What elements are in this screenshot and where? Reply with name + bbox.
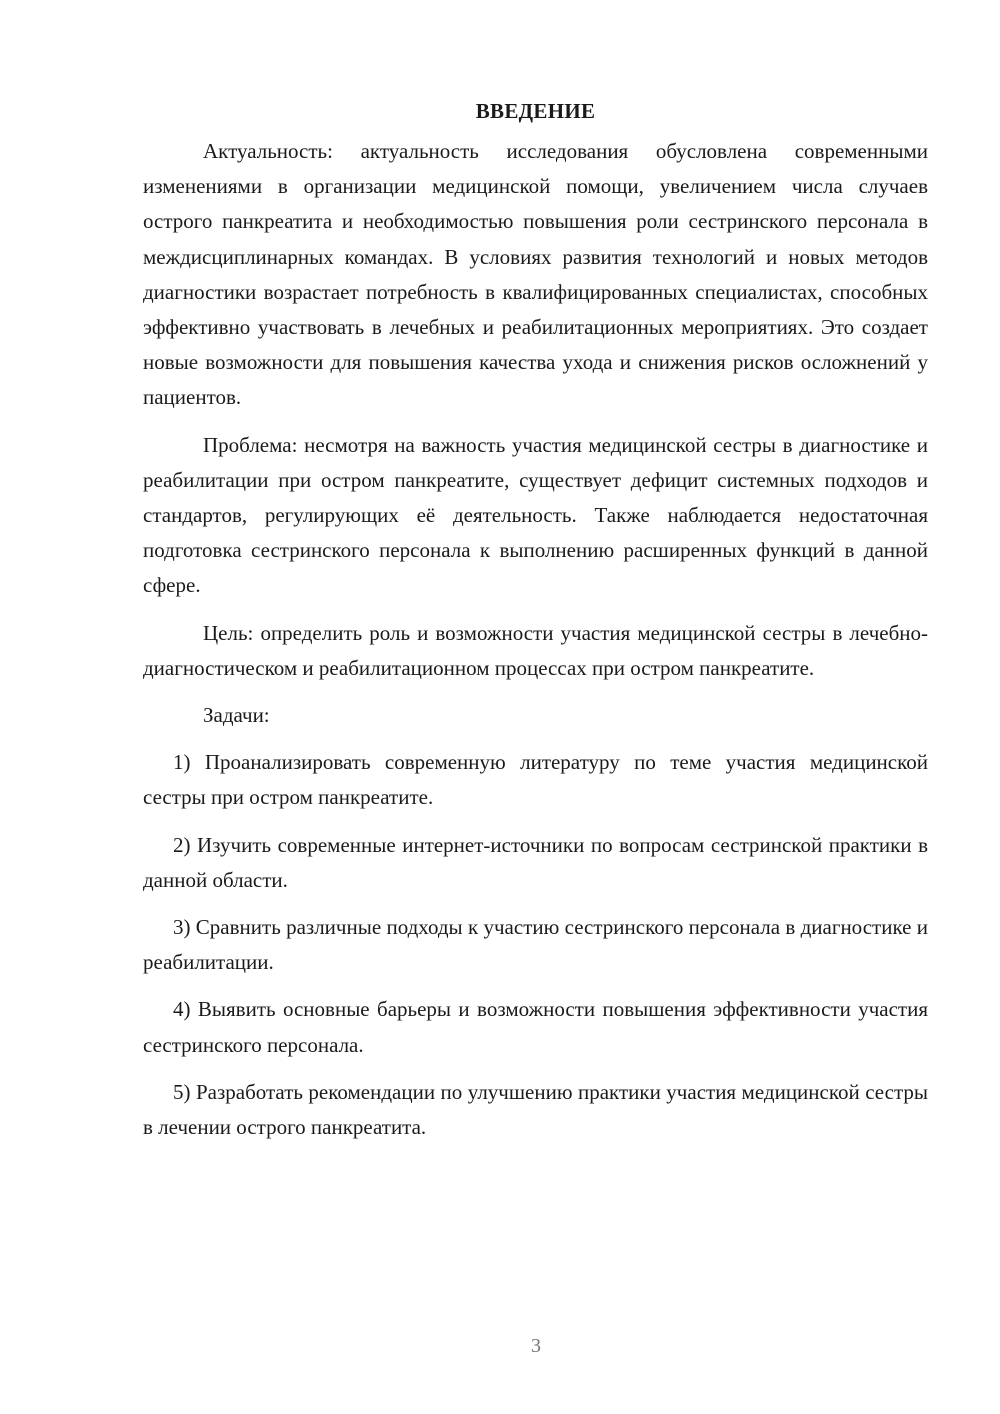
task-item: 3) Сравнить различные подходы к участию сестринского персонала в диагностике и реабилитации. [143,915,928,975]
section-title: ВВЕДЕНИЕ [475,99,596,123]
task-item: 1) Проанализировать современную литературу по теме участия медицинской сестры при остром панкреатите. [143,750,928,810]
page-content [143,96,928,1157]
page-number: 3 [531,1335,541,1357]
relevance-paragraph: Актуальность: актуальность исследования обусловлена современными изменениями в организации медицинской помощи, увеличением числа случаев острого панкреатита и необходимостью повышения роли сестринского персонала в междисциплинарных командах. В условиях развития технологий и новых методов диагностики возрастает потребность в квалифицированных специалистах, способных эффективно участвовать в лечебных и реабилитационных мероприятиях. Это создает новые возможности для повышения качества ухода и снижения рисков осложнений у пациентов. [143,139,928,410]
goal-paragraph: Цель: определить роль и возможности участия медицинской сестры в лечебно-диагностическом и реабилитационном процессах при остром панкреатите. [143,620,928,680]
task-item: 5) Разработать рекомендации по улучшению практики участия медицинской сестры в лечении острого панкреатита. [143,1079,928,1140]
task-item: 4) Выявить основные барьеры и возможности повышения эффективности участия сестринского персонала. [143,997,928,1057]
problem-paragraph: Проблема: несмотря на важность участия медицинской сестры в диагностике и реабилитации при остром панкреатите, существует дефицит системных подходов и стандартов, регулирующих её деятельность. Также наблюдается недостаточная подготовка сестринского персонала к выполнению расширенных функций в данной сфере. [143,432,928,598]
tasks-heading: Задачи: [203,703,270,728]
tasks-list [143,745,928,1145]
task-item: 2) Изучить современные интернет-источники по вопросам сестринской практики в данной области. [143,832,928,892]
